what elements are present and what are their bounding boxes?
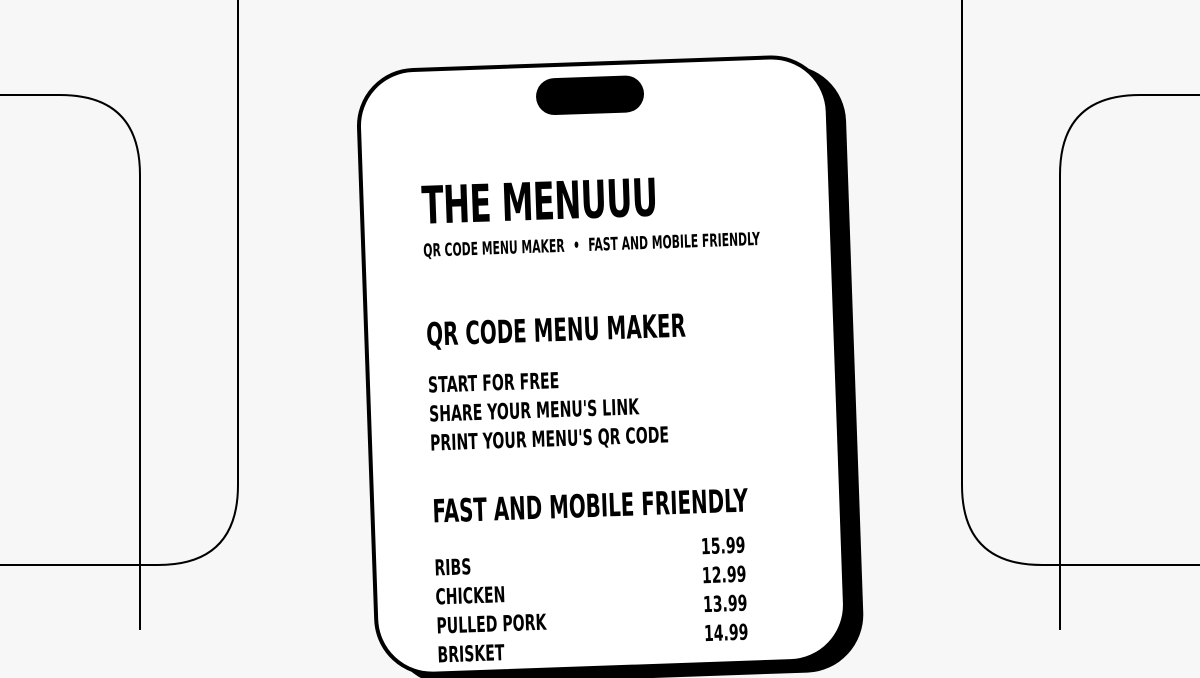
- menu-screen: [420, 164, 808, 669]
- menu-tagline: [422, 228, 761, 262]
- tagline-right: FAST AND MOBILE FRIENDLY: [587, 228, 761, 256]
- menu-item-name: PULLED PORK: [436, 610, 547, 640]
- menu-item-name: BRISKET: [437, 641, 505, 669]
- menu-title: THE MENUUU: [420, 168, 659, 237]
- tagline-left: QR CODE MENU MAKER: [422, 235, 565, 262]
- tagline-separator: •: [572, 235, 581, 257]
- menu-item-price: 12.99: [701, 562, 748, 590]
- menu-item-name: CHICKEN: [435, 583, 506, 611]
- menu-items-list: [434, 532, 808, 669]
- step-item[interactable]: START FOR FREE: [427, 369, 560, 399]
- section-heading-qr: QR CODE MENU MAKER: [425, 306, 687, 354]
- phone-mockup: [355, 53, 849, 677]
- step-item[interactable]: SHARE YOUR MENU'S LINK: [428, 395, 640, 428]
- menu-item-price: 14.99: [703, 620, 750, 648]
- menu-item-name: RIBS: [434, 555, 472, 582]
- step-item[interactable]: PRINT YOUR MENU'S QR CODE: [429, 423, 670, 457]
- menu-item-price: 13.99: [702, 591, 749, 619]
- dynamic-island-icon: [535, 75, 644, 116]
- section-heading-fast: FAST AND MOBILE FRIENDLY: [431, 481, 749, 531]
- steps-list: [428, 359, 801, 459]
- menu-item-price: 15.99: [700, 533, 747, 561]
